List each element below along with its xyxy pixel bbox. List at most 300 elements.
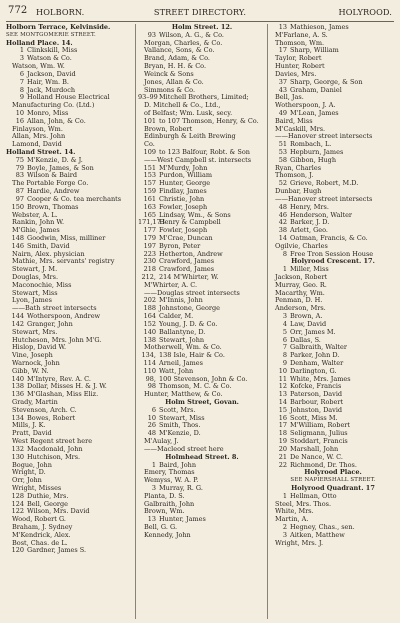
entry-text: Gibb, W. N. bbox=[12, 367, 49, 375]
entry-text: M'Kendrick, Alex. bbox=[12, 531, 71, 539]
entry-text: Murray, Geo. R. bbox=[275, 281, 327, 289]
header-center: STREET DIRECTORY. bbox=[153, 7, 247, 17]
house-number: 8 bbox=[19, 86, 24, 94]
entry-text: Thomson, J. bbox=[275, 172, 314, 180]
directory-entry bbox=[269, 297, 397, 305]
entry-text: Brown, A. bbox=[290, 313, 323, 321]
entry-text: Motherwell, Wm. & Co. bbox=[144, 344, 222, 352]
house-number: 159 bbox=[143, 188, 156, 196]
header-rule bbox=[6, 21, 394, 22]
entry-text: Graham, Daniel bbox=[290, 86, 342, 94]
house-number: 165 bbox=[143, 211, 156, 219]
directory-entry bbox=[138, 227, 266, 235]
directory-entry bbox=[269, 227, 397, 235]
entry-text: Planta, D. S. bbox=[144, 492, 185, 500]
column-divider bbox=[267, 24, 268, 619]
directory-entry bbox=[6, 422, 134, 430]
entry-text: Finlayson, Wm. bbox=[12, 125, 63, 133]
directory-entry bbox=[6, 337, 134, 345]
directory-entry bbox=[6, 219, 134, 227]
house-number: 58 bbox=[278, 156, 287, 164]
entry-text: Henderson, Walter bbox=[290, 211, 353, 219]
entry-text: Wilson & Baird bbox=[27, 172, 78, 180]
house-number: 10 bbox=[15, 109, 24, 117]
entry-text: M'Kenzie, D. & J. bbox=[27, 156, 83, 164]
entry-text: Martin, A. bbox=[275, 516, 309, 524]
page-number: 772 bbox=[8, 5, 28, 16]
directory-entry bbox=[269, 243, 397, 251]
entry-text: Morgan, Charles, & Co. bbox=[144, 39, 223, 47]
house-number: 48 bbox=[278, 203, 287, 211]
entry-text: Bowes, Robert bbox=[27, 414, 76, 422]
entry-text: Murray, R. G. bbox=[159, 484, 203, 492]
entry-text: Hunter, James bbox=[159, 516, 206, 524]
entry-text: Crawford, James bbox=[159, 258, 215, 266]
house-number: 130 bbox=[11, 453, 24, 461]
directory-entry bbox=[6, 55, 134, 63]
directory-entry bbox=[6, 407, 134, 415]
house-number: 87 bbox=[15, 188, 24, 196]
entry-text: Emery, Thomas bbox=[144, 469, 195, 477]
directory-entry bbox=[269, 87, 397, 95]
entry-text: Barbour, Robert bbox=[290, 399, 344, 406]
directory-entry bbox=[269, 79, 397, 87]
entry-text: M'Aulay, J. bbox=[144, 438, 179, 446]
directory-entry bbox=[6, 391, 134, 399]
entry-text: Stewart, Mrs. bbox=[12, 328, 58, 336]
directory-entry bbox=[6, 383, 134, 391]
directory-entry bbox=[138, 524, 266, 532]
entry-text: Bogue, John bbox=[12, 461, 52, 469]
directory-entry bbox=[138, 352, 266, 360]
header-left: HOLBORN. bbox=[36, 7, 85, 17]
directory-entry bbox=[269, 40, 397, 48]
directory-entry bbox=[6, 399, 134, 407]
house-number: 21 bbox=[278, 453, 287, 461]
directory-entry bbox=[6, 196, 134, 204]
house-number: 7 bbox=[19, 78, 24, 86]
entry-text: Anderson, Mrs. bbox=[275, 305, 326, 313]
entry-text: Wilson, A. G., & Co. bbox=[159, 31, 224, 39]
directory-entry bbox=[138, 501, 266, 509]
entry-text: Galbraith, Walter bbox=[290, 344, 347, 352]
house-number: 4 bbox=[282, 320, 287, 328]
directory-entry bbox=[6, 87, 134, 95]
entry-text: Manufacturing Co. (Ltd.) bbox=[12, 102, 95, 110]
directory-entry bbox=[269, 180, 397, 188]
entry-text: ——Douglas street intersects bbox=[144, 289, 240, 297]
directory-entry bbox=[269, 157, 397, 165]
directory-entry bbox=[269, 63, 397, 71]
street-heading bbox=[269, 477, 397, 485]
entry-text: ——Bath street intersects bbox=[12, 305, 97, 313]
entry-text: Sharp, William bbox=[290, 47, 339, 55]
entry-text: Orr, James M. bbox=[290, 328, 336, 336]
entry-text: M'Intyre, Rev. A. C. bbox=[27, 375, 91, 383]
entry-text: Marshall, John bbox=[290, 445, 339, 453]
directory-entry bbox=[138, 32, 266, 40]
entry-text: Stevenson, Arch. C. bbox=[12, 406, 77, 414]
directory-entry bbox=[6, 547, 134, 555]
entry-text: Thomson, M. C. & Co. bbox=[159, 383, 232, 391]
house-number: 110 bbox=[143, 367, 156, 375]
house-number: 52 bbox=[278, 180, 287, 188]
entry-text: Ballantyne, D. bbox=[159, 328, 206, 336]
directory-entry bbox=[6, 516, 134, 524]
directory-entry bbox=[269, 102, 397, 110]
directory-entry bbox=[269, 321, 397, 329]
house-number: 3 bbox=[282, 313, 287, 321]
directory-entry bbox=[269, 282, 397, 290]
entry-text: Galbraith, John bbox=[144, 500, 195, 508]
directory-entry bbox=[6, 157, 134, 165]
house-number: 6 bbox=[19, 70, 24, 78]
directory-entry bbox=[269, 266, 397, 274]
entry-text: Byron, Peter bbox=[159, 242, 201, 250]
entry-text: Christie, John bbox=[159, 195, 205, 203]
house-number: 128 bbox=[11, 492, 24, 500]
house-number: 13 bbox=[278, 24, 287, 31]
column-1 bbox=[6, 24, 134, 555]
entry-text: Weinck & Sons bbox=[144, 70, 194, 78]
directory-entry bbox=[138, 87, 266, 95]
directory-entry bbox=[6, 462, 134, 470]
house-number: 43 bbox=[278, 86, 287, 94]
directory-entry bbox=[6, 313, 134, 321]
entry-text: Stewart, Miss bbox=[159, 414, 205, 422]
entry-text: Henry & Campbell bbox=[159, 219, 221, 227]
house-number: 202 bbox=[143, 297, 156, 305]
directory-entry bbox=[269, 24, 397, 32]
house-number: 16 bbox=[278, 414, 287, 422]
directory-entry bbox=[6, 79, 134, 87]
entry-text: M'Glashan, Miss Eliz. bbox=[27, 391, 99, 399]
entry-text: White, Mrs. bbox=[275, 508, 314, 516]
directory-entry bbox=[6, 204, 134, 212]
directory-entry bbox=[269, 118, 397, 126]
street-heading bbox=[138, 454, 266, 462]
entry-text: 214 M'Whirter, W. bbox=[159, 274, 219, 281]
entry-text: Boyle, James, & Son bbox=[27, 164, 94, 172]
entry-text: Cooper & Co. tea merchants bbox=[27, 195, 122, 203]
directory-entry bbox=[269, 188, 397, 196]
directory-entry bbox=[6, 172, 134, 180]
directory-entry bbox=[138, 133, 266, 141]
entry-text: Lamond, David bbox=[12, 141, 62, 149]
entry-text: Warnock, John bbox=[12, 359, 60, 367]
entry-text: Kofcke, Francis bbox=[290, 383, 342, 391]
directory-entry bbox=[6, 524, 134, 532]
directory-entry bbox=[269, 368, 397, 376]
entry-text: Co. bbox=[144, 141, 155, 149]
directory-entry bbox=[6, 415, 134, 423]
entry-text: Hepburn, James bbox=[290, 149, 344, 156]
house-number: 49 bbox=[278, 109, 287, 117]
house-number: 140 bbox=[143, 328, 156, 336]
directory-entry bbox=[269, 454, 397, 462]
entry-text: Crawford, James bbox=[159, 266, 215, 274]
directory-entry bbox=[269, 337, 397, 345]
entry-text: Macdonald, John bbox=[27, 445, 83, 453]
directory-entry bbox=[138, 360, 266, 368]
directory-entry bbox=[6, 243, 134, 251]
directory-entry bbox=[269, 196, 397, 204]
directory-entry bbox=[138, 141, 266, 149]
column-divider bbox=[135, 24, 136, 619]
entry-text: Stewart, J. M. bbox=[12, 266, 58, 274]
directory-entry bbox=[6, 165, 134, 173]
house-number: 109 bbox=[143, 149, 156, 156]
directory-entry bbox=[269, 399, 397, 407]
directory-entry bbox=[6, 508, 134, 516]
entry-text: Scott, Mrs. bbox=[159, 406, 196, 414]
entry-text: Simmons & Co. bbox=[144, 86, 196, 94]
entry-text: Holland House Electrical bbox=[27, 94, 110, 102]
entry-text: Hunter, Matthew, & Co. bbox=[144, 391, 223, 399]
directory-entry bbox=[269, 415, 397, 423]
street-heading bbox=[269, 485, 397, 493]
directory-entry bbox=[269, 55, 397, 63]
entry-text: Ogilvie, Charles bbox=[275, 242, 328, 250]
entry-text: Findlay, James bbox=[159, 188, 207, 196]
entry-text: Wright, Mrs. J. bbox=[275, 539, 324, 547]
house-number: 142 bbox=[11, 320, 24, 328]
entry-text: Purdon, William bbox=[159, 172, 212, 180]
house-number: 197 bbox=[143, 242, 156, 250]
house-number: 179 bbox=[143, 234, 156, 242]
entry-text: Hislop, David W. bbox=[12, 344, 67, 352]
directory-entry bbox=[6, 446, 134, 454]
house-number: 230 bbox=[143, 258, 156, 266]
entry-text: Goodwin, Miss, milliner bbox=[27, 234, 106, 242]
house-number: 101 bbox=[143, 117, 156, 125]
house-number: 13 bbox=[147, 516, 156, 524]
directory-entry bbox=[138, 376, 266, 384]
house-number: 1 bbox=[151, 461, 156, 469]
house-number: 12 bbox=[278, 383, 287, 391]
entry-text: Stewart, Miss bbox=[12, 289, 58, 297]
directory-entry bbox=[138, 469, 266, 477]
entry-text: Hair, Wm. B. bbox=[27, 78, 69, 86]
directory-entry bbox=[269, 438, 397, 446]
house-number: 122 bbox=[11, 508, 24, 516]
directory-entry bbox=[6, 344, 134, 352]
directory-entry bbox=[6, 251, 134, 259]
house-number: 5 bbox=[282, 328, 287, 336]
house-number: 6 bbox=[151, 406, 156, 414]
directory-entry bbox=[6, 141, 134, 149]
house-number: 138 bbox=[11, 383, 24, 391]
directory-entry bbox=[269, 516, 397, 524]
directory-entry bbox=[6, 235, 134, 243]
entry-text: Paterson, David bbox=[290, 391, 343, 399]
entry-text: Jones, Allan & Co. bbox=[144, 78, 204, 86]
house-number: 14 bbox=[278, 234, 287, 242]
entry-text: Brand, Adam, & Co. bbox=[144, 55, 210, 63]
directory-entry bbox=[6, 469, 134, 477]
directory-entry bbox=[6, 47, 134, 55]
directory-entry bbox=[138, 415, 266, 423]
house-number: 93 bbox=[147, 31, 156, 39]
column-2 bbox=[138, 24, 266, 540]
entry-text: Johnston, David bbox=[290, 406, 343, 414]
house-number: 151 bbox=[143, 164, 156, 172]
directory-entry bbox=[138, 110, 266, 118]
directory-entry bbox=[6, 430, 134, 438]
house-number: 171,173 bbox=[138, 219, 165, 227]
directory-entry bbox=[138, 344, 266, 352]
house-number: 53 bbox=[278, 149, 287, 156]
directory-entry bbox=[6, 352, 134, 360]
entry-text: Arneil, James bbox=[159, 359, 203, 367]
directory-entry bbox=[269, 430, 397, 438]
entry-text: Young, J. D. & Co. bbox=[159, 320, 218, 328]
house-number: 98 bbox=[147, 383, 156, 391]
directory-entry bbox=[138, 438, 266, 446]
entry-text: M'Caskill, Mrs. bbox=[275, 125, 326, 133]
house-number: 8 bbox=[282, 250, 287, 258]
directory-entry bbox=[6, 493, 134, 501]
street-heading bbox=[6, 40, 134, 48]
entry-text: Law, David bbox=[290, 320, 327, 328]
column-3 bbox=[269, 24, 397, 547]
entry-text: Penman, D. H. bbox=[275, 297, 323, 305]
entry-text: M'Lean, James bbox=[290, 109, 339, 117]
street-heading bbox=[269, 469, 397, 477]
house-number: 164 bbox=[143, 313, 156, 321]
entry-text: Bell, G. G. bbox=[144, 524, 178, 531]
directory-entry bbox=[269, 391, 397, 399]
house-number: 138 bbox=[143, 336, 156, 344]
directory-entry bbox=[138, 40, 266, 48]
entry-text: Pratt, David bbox=[12, 430, 52, 438]
house-number: 26 bbox=[147, 422, 156, 430]
entry-text: Granger, John bbox=[27, 320, 73, 328]
house-number: 152 bbox=[143, 320, 156, 328]
directory-entry bbox=[269, 47, 397, 55]
heading-text: SEE NAPIERSHALL STREET. bbox=[290, 477, 376, 484]
entry-text: Allan, John, & Co. bbox=[27, 117, 86, 125]
directory-entry bbox=[138, 430, 266, 438]
directory-entry bbox=[6, 133, 134, 141]
entry-text: Stewart, John bbox=[159, 336, 205, 344]
directory-entry bbox=[6, 110, 134, 118]
directory-entry bbox=[138, 71, 266, 79]
entry-text: Darlington, G. bbox=[290, 367, 337, 375]
entry-text: Brown, Robert bbox=[144, 125, 193, 133]
entry-text: Free Tron Session House bbox=[290, 250, 374, 258]
heading-text: Holm Street, Govan. bbox=[165, 399, 239, 406]
entry-text: Aitken, Matthew bbox=[290, 531, 345, 539]
entry-text: Fowler, Joseph bbox=[159, 203, 208, 211]
directory-entry bbox=[138, 94, 266, 102]
house-number: 38 bbox=[278, 227, 287, 235]
directory-entry bbox=[269, 204, 397, 212]
heading-text: Holyrood Quadrant. 17 bbox=[291, 484, 375, 492]
entry-text: M'Whirter, A. C. bbox=[144, 281, 198, 289]
entry-text: Jackson, David bbox=[27, 70, 76, 78]
directory-entry bbox=[138, 47, 266, 55]
house-number: 1 bbox=[282, 266, 287, 274]
entry-text: Edinburgh & Leith Brewing bbox=[144, 133, 236, 141]
entry-text: Nairn, Alex. physician bbox=[12, 250, 85, 258]
house-number: 212, bbox=[141, 274, 156, 281]
entry-text: Arlett, Geo. bbox=[290, 227, 328, 235]
directory-entry bbox=[138, 212, 266, 220]
entry-text: Bryan, H. H. & Co. bbox=[144, 63, 207, 71]
directory-entry bbox=[269, 493, 397, 501]
house-number: 157 bbox=[143, 180, 156, 188]
house-number: 7 bbox=[282, 344, 287, 352]
entry-text: M'William, Robert bbox=[290, 422, 351, 430]
house-number: 16 bbox=[15, 117, 24, 125]
house-number: 177 bbox=[143, 227, 156, 235]
heading-text: Holland Place. 14. bbox=[6, 39, 73, 47]
entry-text: M'Innis, John bbox=[159, 297, 203, 305]
directory-entry bbox=[269, 407, 397, 415]
directory-entry bbox=[6, 305, 134, 313]
entry-text: Gibbon, Hugh bbox=[290, 156, 337, 164]
street-heading bbox=[6, 149, 134, 157]
entry-text: Mitchell Brothers, Limited; bbox=[159, 94, 249, 102]
entry-text: Braham, J. Sydney bbox=[12, 524, 73, 531]
entry-text: Clinkskill, Miss bbox=[27, 47, 78, 55]
entry-text: Oatman, Francis, & Co. bbox=[290, 234, 368, 242]
entry-text: Fowler, Joseph bbox=[159, 227, 208, 235]
directory-entry bbox=[138, 493, 266, 501]
directory-entry bbox=[269, 524, 397, 532]
street-heading bbox=[138, 399, 266, 407]
directory-entry bbox=[138, 180, 266, 188]
entry-text: Bell, Jas. bbox=[275, 94, 304, 102]
directory-entry bbox=[138, 516, 266, 524]
directory-entry bbox=[269, 290, 397, 298]
house-number: 134 bbox=[11, 414, 24, 422]
entry-text: M'Farlane, A. S. bbox=[275, 31, 328, 39]
directory-entry bbox=[269, 305, 397, 313]
directory-entry bbox=[269, 446, 397, 454]
entry-text: Baird, Miss bbox=[275, 117, 313, 125]
entry-text: Watson, Wm. W. bbox=[12, 63, 65, 71]
entry-text: D. Mitchell & Co., Ltd., bbox=[144, 102, 221, 110]
entry-text: Orr, John bbox=[12, 477, 42, 485]
directory-entry bbox=[138, 188, 266, 196]
entry-text: Barker, J. D. bbox=[290, 219, 330, 227]
directory-entry bbox=[269, 235, 397, 243]
house-number: 48 bbox=[147, 430, 156, 438]
entry-text: Henry, Mrs. bbox=[290, 203, 329, 211]
street-heading bbox=[269, 258, 397, 266]
entry-text: Stoddart, Francis bbox=[290, 438, 348, 446]
directory-entry bbox=[6, 360, 134, 368]
entry-text: Seligmann, Julius bbox=[290, 430, 348, 438]
directory-entry bbox=[269, 219, 397, 227]
entry-text: M'Crae, Duncan bbox=[159, 234, 213, 242]
entry-text: Davies, Mrs. bbox=[275, 70, 317, 78]
directory-entry bbox=[6, 126, 134, 134]
house-number: 13 bbox=[278, 391, 287, 399]
entry-text: Jackson, Robert bbox=[275, 274, 328, 281]
directory-entry bbox=[138, 219, 266, 227]
entry-text: Denham, Walter bbox=[290, 359, 344, 367]
entry-text: Wright, Misses bbox=[12, 484, 62, 492]
entry-text: ——West Campbell st. intersects bbox=[144, 156, 252, 164]
entry-text: Smith, Thos. bbox=[159, 422, 201, 430]
directory-entry bbox=[269, 462, 397, 470]
entry-text: Richmond, Dr. Thos. bbox=[290, 461, 357, 469]
directory-entry bbox=[138, 266, 266, 274]
directory-entry bbox=[6, 274, 134, 282]
